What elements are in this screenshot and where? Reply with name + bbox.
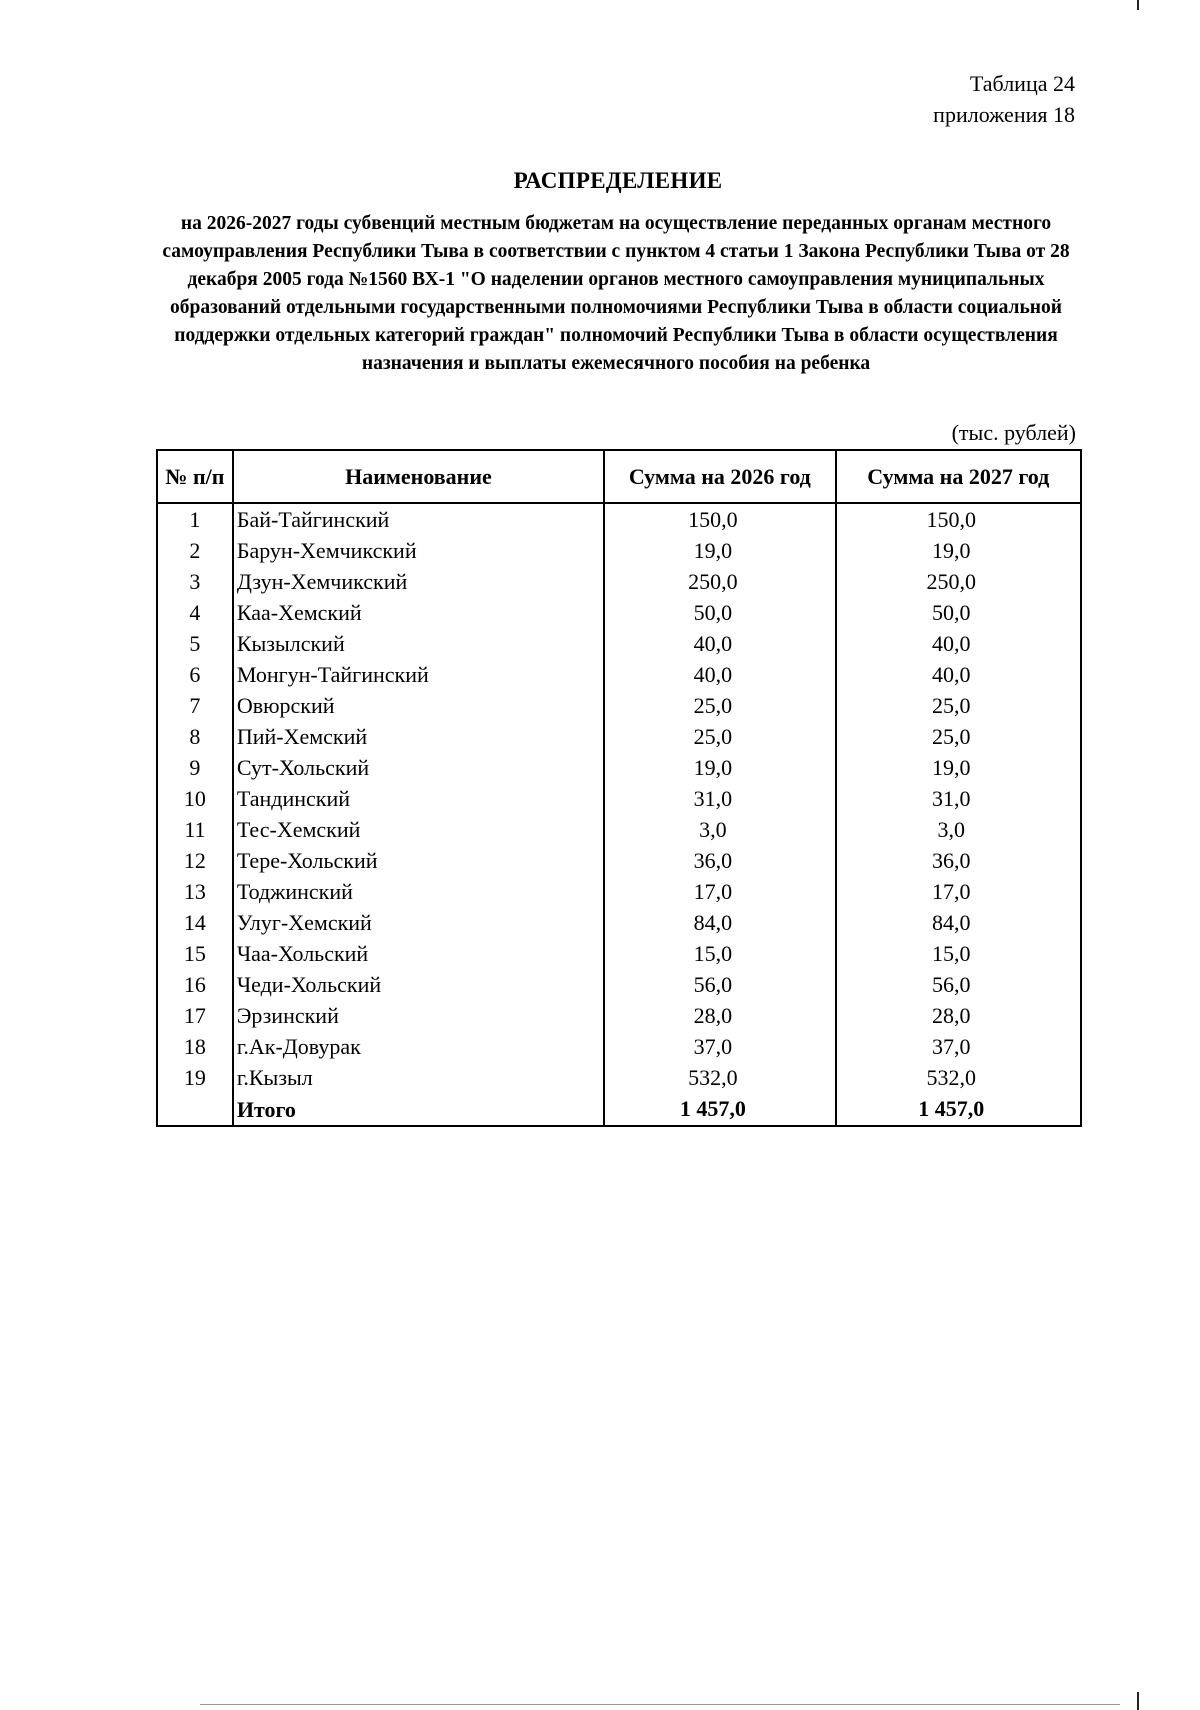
total-row <box>157 1093 1081 1126</box>
sum-2027-value: 84,0 <box>836 907 1081 938</box>
header-name: Наименование <box>233 450 604 503</box>
table-header <box>157 450 1081 503</box>
row-number: 13 <box>157 876 233 907</box>
sum-2026-value: 3,0 <box>604 814 835 845</box>
municipality-name: Кызылский <box>233 628 604 659</box>
scan-edge-mark-bottom <box>1137 1692 1139 1710</box>
sum-2026-value: 31,0 <box>604 783 835 814</box>
table-body <box>157 503 1081 1126</box>
header-sum-2027: Сумма на 2027 год <box>836 450 1081 503</box>
sum-2026-value: 50,0 <box>604 597 835 628</box>
municipality-name: Монгун-Тайгинский <box>233 659 604 690</box>
scan-edge-line-bottom <box>200 1704 1120 1705</box>
municipality-name: Чаа-Хольский <box>233 938 604 969</box>
municipality-name: Каа-Хемский <box>233 597 604 628</box>
municipality-name: Улуг-Хемский <box>233 907 604 938</box>
row-number: 12 <box>157 845 233 876</box>
row-number: 18 <box>157 1031 233 1062</box>
municipality-name: Тере-Хольский <box>233 845 604 876</box>
sum-2027-value: 3,0 <box>836 814 1081 845</box>
total-label: Итого <box>233 1093 604 1126</box>
appendix-reference: приложения 18 <box>933 102 1075 127</box>
sum-2027-value: 56,0 <box>836 969 1081 1000</box>
total-sum-2026: 1 457,0 <box>604 1093 835 1126</box>
sum-2026-value: 15,0 <box>604 938 835 969</box>
sum-2027-value: 19,0 <box>836 535 1081 566</box>
municipality-name: Барун-Хемчикский <box>233 535 604 566</box>
municipality-name: Бай-Тайгинский <box>233 503 604 535</box>
sum-2027-value: 40,0 <box>836 628 1081 659</box>
municipality-name: Тоджинский <box>233 876 604 907</box>
row-number: 7 <box>157 690 233 721</box>
units-label: (тыс. рублей) <box>951 420 1076 445</box>
sum-2027-value: 36,0 <box>836 845 1081 876</box>
sum-2027-value: 532,0 <box>836 1062 1081 1093</box>
row-number: 2 <box>157 535 233 566</box>
table-row <box>157 938 1081 969</box>
table-row <box>157 1062 1081 1093</box>
sum-2026-value: 150,0 <box>604 503 835 535</box>
sum-2026-value: 17,0 <box>604 876 835 907</box>
table-row <box>157 659 1081 690</box>
table-row <box>157 845 1081 876</box>
document-subtitle: на 2026-2027 годы субвенций местным бюджетам на осуществление переданных органам местного самоуправления Республики Тыва в соответствии с пунктом 4 статьи 1 Закона Республики Тыва от 28 декабря 2005 года №1560 ВХ-1 "О наделении органов местного самоуправления муниципальных образований отдельными государственными полномочиями Республики Тыва в области социальной поддержки отдельных категорий граждан" полномочий Республики Тыва в области осуществления назначения и выплаты ежемесячного пособия на ребенка <box>162 213 1070 374</box>
sum-2026-value: 25,0 <box>604 690 835 721</box>
row-number: 1 <box>157 503 233 535</box>
distribution-table <box>156 449 1082 1127</box>
municipality-name: Тес-Хемский <box>233 814 604 845</box>
table-row <box>157 503 1081 535</box>
table-row <box>157 907 1081 938</box>
scan-edge-mark-top <box>1137 0 1139 10</box>
sum-2026-value: 25,0 <box>604 721 835 752</box>
row-number: 16 <box>157 969 233 1000</box>
sum-2027-value: 50,0 <box>836 597 1081 628</box>
municipality-name: Дзун-Хемчикский <box>233 566 604 597</box>
header-num: № п/п <box>157 450 233 503</box>
row-number: 4 <box>157 597 233 628</box>
sum-2026-value: 19,0 <box>604 752 835 783</box>
row-number: 15 <box>157 938 233 969</box>
municipality-name: Сут-Хольский <box>233 752 604 783</box>
row-number: 6 <box>157 659 233 690</box>
document-title: РАСПРЕДЕЛЕНИЕ <box>513 168 723 193</box>
table-row <box>157 597 1081 628</box>
document-reference <box>933 68 1075 130</box>
sum-2026-value: 250,0 <box>604 566 835 597</box>
total-num-empty <box>157 1093 233 1126</box>
sum-2026-value: 36,0 <box>604 845 835 876</box>
table-row <box>157 752 1081 783</box>
header-row <box>157 450 1081 503</box>
row-number: 17 <box>157 1000 233 1031</box>
sum-2027-value: 25,0 <box>836 721 1081 752</box>
row-number: 8 <box>157 721 233 752</box>
table-row <box>157 969 1081 1000</box>
sum-2027-value: 25,0 <box>836 690 1081 721</box>
table-row <box>157 535 1081 566</box>
row-number: 3 <box>157 566 233 597</box>
sum-2027-value: 250,0 <box>836 566 1081 597</box>
table-reference: Таблица 24 <box>969 71 1075 96</box>
table-row <box>157 1031 1081 1062</box>
sum-2026-value: 532,0 <box>604 1062 835 1093</box>
sum-2026-value: 84,0 <box>604 907 835 938</box>
sum-2027-value: 31,0 <box>836 783 1081 814</box>
sum-2027-value: 37,0 <box>836 1031 1081 1062</box>
table-row <box>157 783 1081 814</box>
table-row <box>157 566 1081 597</box>
sum-2026-value: 28,0 <box>604 1000 835 1031</box>
municipality-name: Чеди-Хольский <box>233 969 604 1000</box>
row-number: 11 <box>157 814 233 845</box>
sum-2026-value: 56,0 <box>604 969 835 1000</box>
sum-2027-value: 15,0 <box>836 938 1081 969</box>
row-number: 9 <box>157 752 233 783</box>
sum-2026-value: 40,0 <box>604 659 835 690</box>
table-row <box>157 1000 1081 1031</box>
row-number: 14 <box>157 907 233 938</box>
municipality-name: Эрзинский <box>233 1000 604 1031</box>
sum-2027-value: 28,0 <box>836 1000 1081 1031</box>
sum-2026-value: 37,0 <box>604 1031 835 1062</box>
row-number: 5 <box>157 628 233 659</box>
row-number: 10 <box>157 783 233 814</box>
row-number: 19 <box>157 1062 233 1093</box>
table-row <box>157 628 1081 659</box>
total-sum-2027: 1 457,0 <box>836 1093 1081 1126</box>
municipality-name: г.Ак-Довурак <box>233 1031 604 1062</box>
sum-2027-value: 17,0 <box>836 876 1081 907</box>
municipality-name: г.Кызыл <box>233 1062 604 1093</box>
table-row <box>157 721 1081 752</box>
municipality-name: Тандинский <box>233 783 604 814</box>
table-row <box>157 814 1081 845</box>
sum-2027-value: 150,0 <box>836 503 1081 535</box>
sum-2027-value: 19,0 <box>836 752 1081 783</box>
sum-2027-value: 40,0 <box>836 659 1081 690</box>
table-row <box>157 876 1081 907</box>
sum-2026-value: 40,0 <box>604 628 835 659</box>
municipality-name: Овюрский <box>233 690 604 721</box>
table-row <box>157 690 1081 721</box>
municipality-name: Пий-Хемский <box>233 721 604 752</box>
header-sum-2026: Сумма на 2026 год <box>604 450 835 503</box>
sum-2026-value: 19,0 <box>604 535 835 566</box>
